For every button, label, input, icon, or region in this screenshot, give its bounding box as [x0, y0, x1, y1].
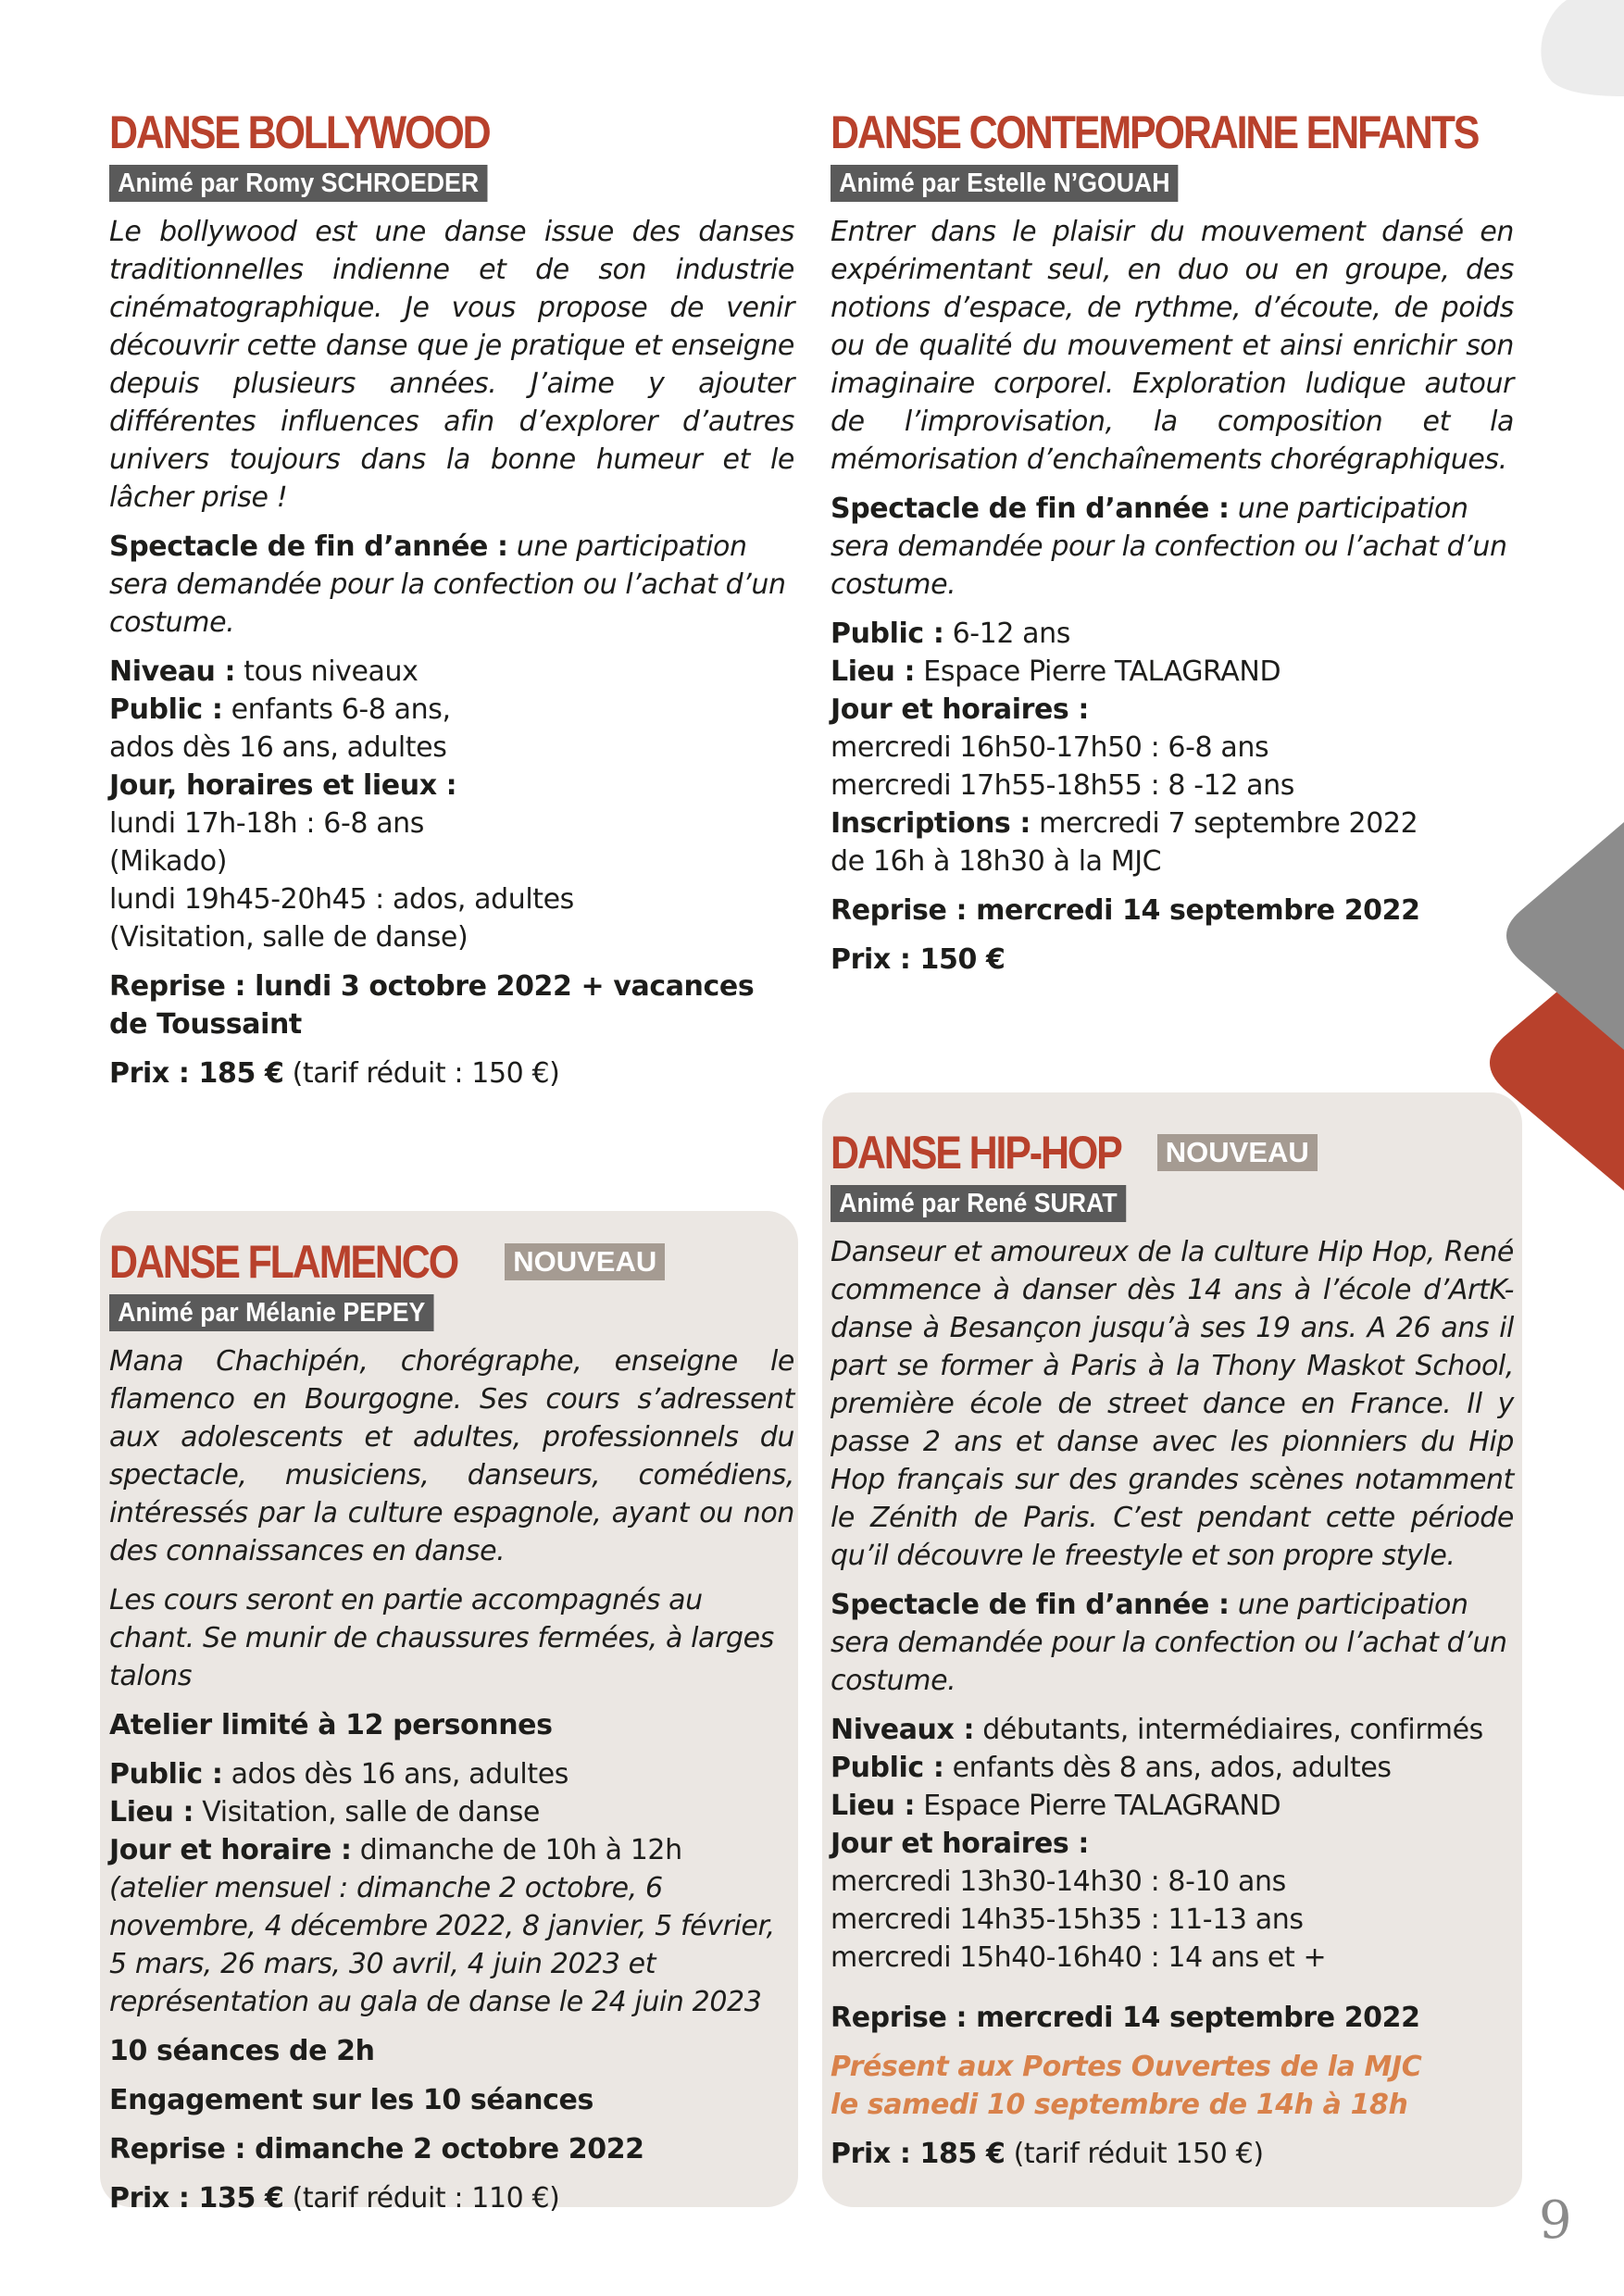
- bollywood-section: [109, 102, 794, 1092]
- page-number: 9: [1539, 2190, 1572, 2251]
- flamenco-new-badge: NOUVEAU: [505, 1243, 665, 1280]
- flamenco-note: Les cours seront en partie accompagnés au chant. Se munir de chaussures fermées, à larges talons: [109, 1584, 774, 1692]
- contemporaine-title: DANSE CONTEMPORAINE ENFANTS: [831, 106, 1479, 158]
- contemporaine-reprise: Reprise : mercredi 14 septembre 2022: [831, 894, 1420, 927]
- hiphop-spectacle: Spectacle de fin d’année : une participation sera demandée pour la confection ou l’achat d’un costume.: [831, 1589, 1507, 1697]
- corner-tab-shape: [1531, 0, 1624, 111]
- contemporaine-description: Entrer dans le plaisir du mouvement dansé en expérimentant seul, en duo ou en groupe, des notions d’espace, de rythme, d’écoute, de poids ou de qualité du mouvement et ainsi enrichir son imaginaire corporel. Exploration ludique autour de l’improvisation, la composition et la mémorisation d’enchaînements chorégraphiques.: [831, 216, 1514, 476]
- contemporaine-spectacle: Spectacle de fin d’année : une participation sera demandée pour la confection ou l’achat d’un costume.: [831, 493, 1507, 601]
- hiphop-details: Niveaux : débutants, intermédiaires, confirmés Public : enfants dès 8 ans, ados, adultes Lieu : Espace Pierre TALAGRAND Jour et horaires : mercredi 13h30-14h30 : 8-10 ans mercredi 14h35-15h35 : 11-13 ans mercredi 15h40-16h40 : 14 ans et +: [831, 1714, 1483, 1974]
- hiphop-reprise: Reprise : mercredi 14 septembre 2022: [831, 2002, 1420, 2034]
- hiphop-promo: Présent aux Portes Ouvertes de la MJC le samedi 10 septembre de 14h à 18h: [831, 2051, 1422, 2121]
- bollywood-details: Niveau : tous niveaux Public : enfants 6-8 ans, ados dès 16 ans, adultes Jour, horaires et lieux : lundi 17h-18h : 6-8 ans (Mikado) lundi 19h45-20h45 : ados, adultes (Visitation, salle de danse): [109, 655, 574, 954]
- flamenco-section: [109, 1231, 794, 2217]
- bollywood-reprise: Reprise : lundi 3 octobre 2022 + vacances de Toussaint: [109, 970, 755, 1041]
- hiphop-description: Danseur et amoureux de la culture Hip Hop, René commence à danser dès 14 ans à l’école d’ArtK-danse à Besançon jusqu’à ses 19 ans. A 26 ans il part se former à Paris à la Thony Maskot School, première école de street dance en France. Il y passe 2 ans et danse avec les pionniers du Hip Hop français sur des grandes scènes notamment le Zénith de Paris. C’est pendant cette période qu’il découvre le freestyle et son propre style.: [831, 1236, 1514, 1572]
- hiphop-animator: Animé par René SURAT: [831, 1185, 1126, 1222]
- flamenco-engagement: Engagement sur les 10 séances: [109, 2084, 593, 2116]
- flamenco-description: Mana Chachipén, chorégraphe, enseigne le flamenco en Bourgogne. Ses cours s’adressent aux adolescents et adultes, professionnels du spectacle, musiciens, danseurs, comédiens, intéressés par la culture espagnole, ayant ou non des connaissances en danse.: [109, 1345, 794, 1567]
- bollywood-spectacle: Spectacle de fin d’année : une participation sera demandée pour la confection ou l’achat d’un costume.: [109, 530, 786, 639]
- bollywood-title: DANSE BOLLYWOOD: [109, 106, 490, 158]
- flamenco-prix: Prix : 135 € (tarif réduit : 110 €): [109, 2182, 560, 2215]
- flamenco-atelier: Atelier limité à 12 personnes: [109, 1709, 553, 1741]
- flamenco-reprise: Reprise : dimanche 2 octobre 2022: [109, 2133, 644, 2165]
- flamenco-animator: Animé par Mélanie PEPEY: [109, 1294, 434, 1331]
- flamenco-details: Public : ados dès 16 ans, adultes Lieu : Visitation, salle de danse Jour et horaire : dimanche de 10h à 12h (atelier mensuel : dimanche 2 octobre, 6 novembre, 4 décembre 2022, 8 janvier, 5 février, 5 mars, 26 mars, 30 avril, 4 juin 2023 et représentation au gala de danse le 24 juin 2023: [109, 1758, 775, 2018]
- flamenco-seances: 10 séances de 2h: [109, 2035, 375, 2067]
- bollywood-prix: Prix : 185 € (tarif réduit : 150 €): [109, 1057, 560, 1090]
- hiphop-title: DANSE HIP-HOP: [831, 1127, 1121, 1179]
- contemporaine-prix: Prix : 150 €: [831, 943, 1006, 976]
- bollywood-animator: Animé par Romy SCHROEDER: [109, 165, 487, 202]
- flamenco-title: DANSE FLAMENCO: [109, 1236, 458, 1288]
- contemporaine-animator: Animé par Estelle N’GOUAH: [831, 165, 1179, 202]
- bollywood-description: Le bollywood est une danse issue des danses traditionnelles indienne et de son industrie cinématographique. Je vous propose de venir découvrir cette danse que je pratique et enseigne depuis plusieurs années. J’aime y ajouter différentes influences afin d’explorer d’autres univers toujours dans la bonne humeur et le lâcher prise !: [109, 216, 794, 514]
- hiphop-section: [831, 1122, 1514, 2173]
- contemporaine-details: Public : 6-12 ans Lieu : Espace Pierre TALAGRAND Jour et horaires : mercredi 16h50-17h50 : 6-8 ans mercredi 17h55-18h55 : 8 -12 ans Inscriptions : mercredi 7 septembre 2022 de 16h à 18h30 à la MJC: [831, 618, 1418, 878]
- hiphop-prix: Prix : 185 € (tarif réduit 150 €): [831, 2138, 1264, 2170]
- contemporaine-section: [831, 102, 1514, 979]
- hiphop-new-badge: NOUVEAU: [1157, 1134, 1318, 1171]
